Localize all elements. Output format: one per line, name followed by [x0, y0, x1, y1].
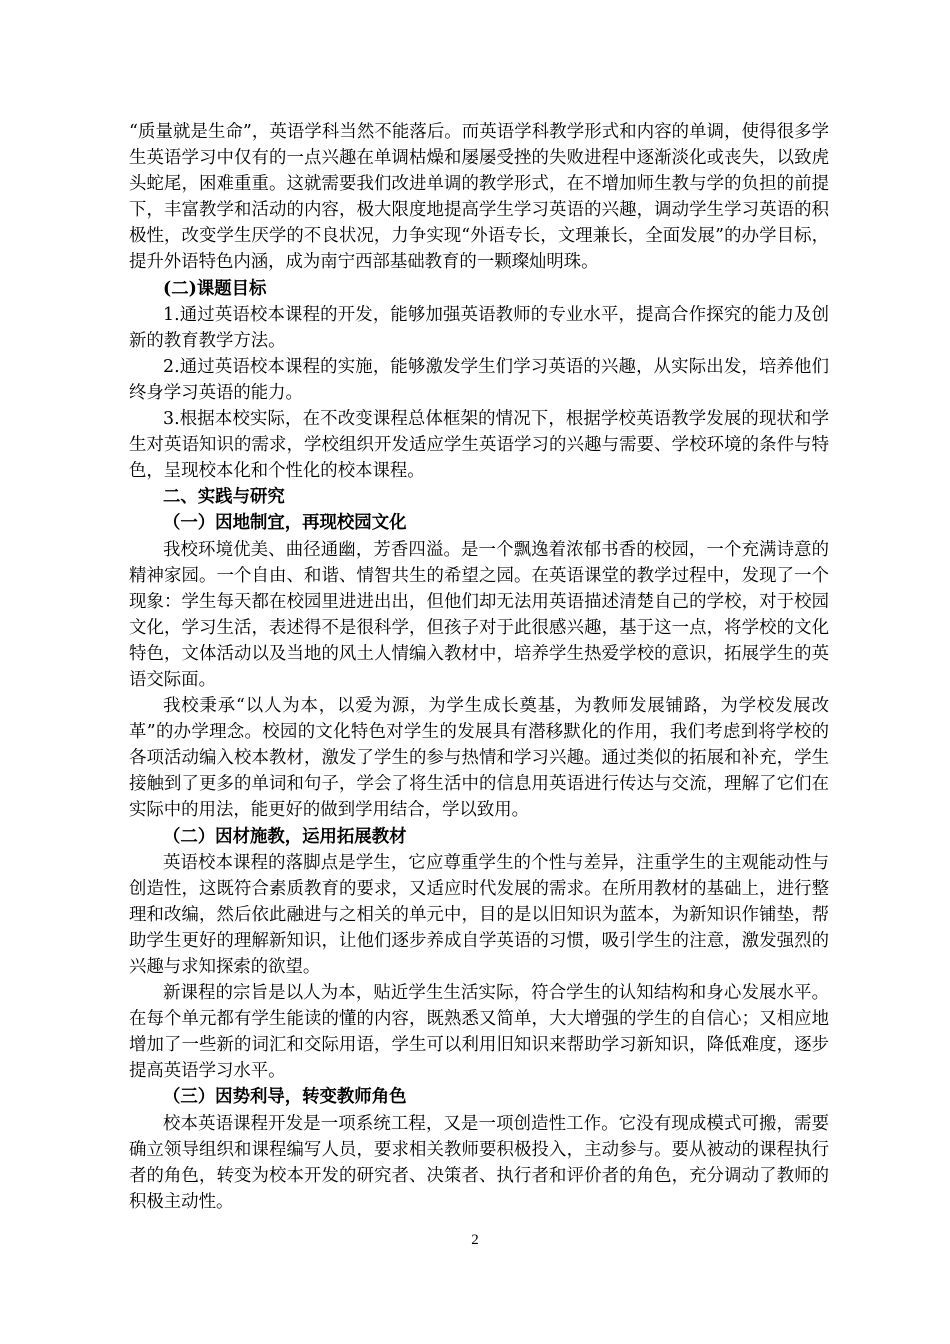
section-heading: 二、实践与研究 [163, 487, 285, 508]
body-paragraph: 英语校本课程的落脚点是学生，它应尊重学生的个性与差异，注重学生的主观能动性与创造性，这既符合素质教育的要求，又适应时代发展的需求。在所用教材的基础上，进行整理和改编，然后依此融进与之相关的单元中，目的是以旧知识为蓝本，为新知识作铺垫，帮助学生更好的理解新知识，让他们逐步养成自学英语的习惯，吸引学生的注意，激发强烈的兴趣与求知探索的欲望。 [129, 852, 829, 977]
section-subheading: （二）因材施教，运用拓展教材 [163, 826, 407, 847]
body-paragraph: 3.根据本校实际，在不改变课程总体框架的情况下，根据学校英语教学发展的现状和学生对英语知识的需求，学校组织开发适应学生英语学习的兴趣与需要、学校环境的条件与特色，呈现校本化和个性化的校本课程。 [129, 409, 829, 482]
body-paragraph: 新课程的宗旨是以人为本，贴近学生生活实际，符合学生的认知结构和身心发展水平。在每个单元都有学生能读的懂的内容，既熟悉又简单，大大增强的学生的自信心；又相应地增加了一些新的词汇和交际用语，学生可以利用旧知识来帮助学习新知识，降低难度，逐步提高英语学习水平。 [129, 983, 829, 1082]
section-subheading: (二)课题目标 [163, 278, 267, 299]
body-paragraph: 我校环境优美、曲径通幽，芳香四溢。是一个飘逸着浓郁书香的校园，一个充满诗意的精神家园。一个自由、和谐、情智共生的希望之园。在英语课堂的教学过程中，发现了一个现象：学生每天都在校园里进进出出，但他们却无法用英语描述清楚自己的学校，对于校园文化，学习生活，表述得不是很科学，但孩子对于此很感兴趣，基于这一点，将学校的文化特色，文体活动以及当地的风土人情编入教材中，培养学生热爱学校的意识，拓展学生的英语交际面。 [129, 539, 829, 690]
body-paragraph: 1.通过英语校本课程的开发，能够加强英语教师的专业水平，提高合作探究的能力及创新的教育教学方法。 [129, 304, 829, 351]
body-paragraph: 我校秉承“以人为本，以爱为源，为学生成长奠基，为教师发展铺路，为学校发展改革”的办学理念。校园的文化特色对学生的发展具有潜移默化的作用，我们考虑到将学校的各项活动编入校本教材，激发了学生的参与热情和学习兴趣。通过类似的拓展和补充，学生接触到了更多的单词和句子，学会了将生活中的信息用英语进行传达与交流，理解了它们在实际中的用法，能更好的做到学用结合，学以致用。 [129, 696, 829, 821]
body-paragraph: “质量就是生命”，英语学科当然不能落后。而英语学科教学形式和内容的单调，使得很多学生英语学习中仅有的一点兴趣在单调枯燥和屡屡受挫的失败进程中逐渐淡化或丧失，以致虎头蛇尾，困难重重。这就需要我们改进单调的教学形式，在不增加师生教与学的负担的前提下，丰富教学和活动的内容，极大限度地提高学生学习英语的兴趣，调动学生学习英语的积极性，改变学生厌学的不良状况，力争实现“外语专长，文理兼长，全面发展”的办学目标，提升外语特色内涵，成为南宁西部基础教育的一颗璨灿明珠。 [129, 122, 829, 273]
section-subheading: （一）因地制宜，再现校园文化 [163, 513, 407, 534]
body-paragraph: 2.通过英语校本课程的实施，能够激发学生们学习英语的兴趣，从实际出发，培养他们终身学习英语的能力。 [129, 356, 829, 403]
page-content [129, 119, 829, 1215]
page-number: 2 [471, 1232, 479, 1248]
section-subheading: （三）因势利导，转变教师角色 [163, 1087, 407, 1108]
body-paragraph: 校本英语课程开发是一项系统工程，又是一项创造性工作。它没有现成模式可搬，需要确立领导组织和课程编写人员，要求相关教师要积极投入，主动参与。要从被动的课程执行者的角色，转变为校本开发的研究者、决策者、执行者和评价者的角色，充分调动了教师的积极主动性。 [129, 1113, 829, 1212]
